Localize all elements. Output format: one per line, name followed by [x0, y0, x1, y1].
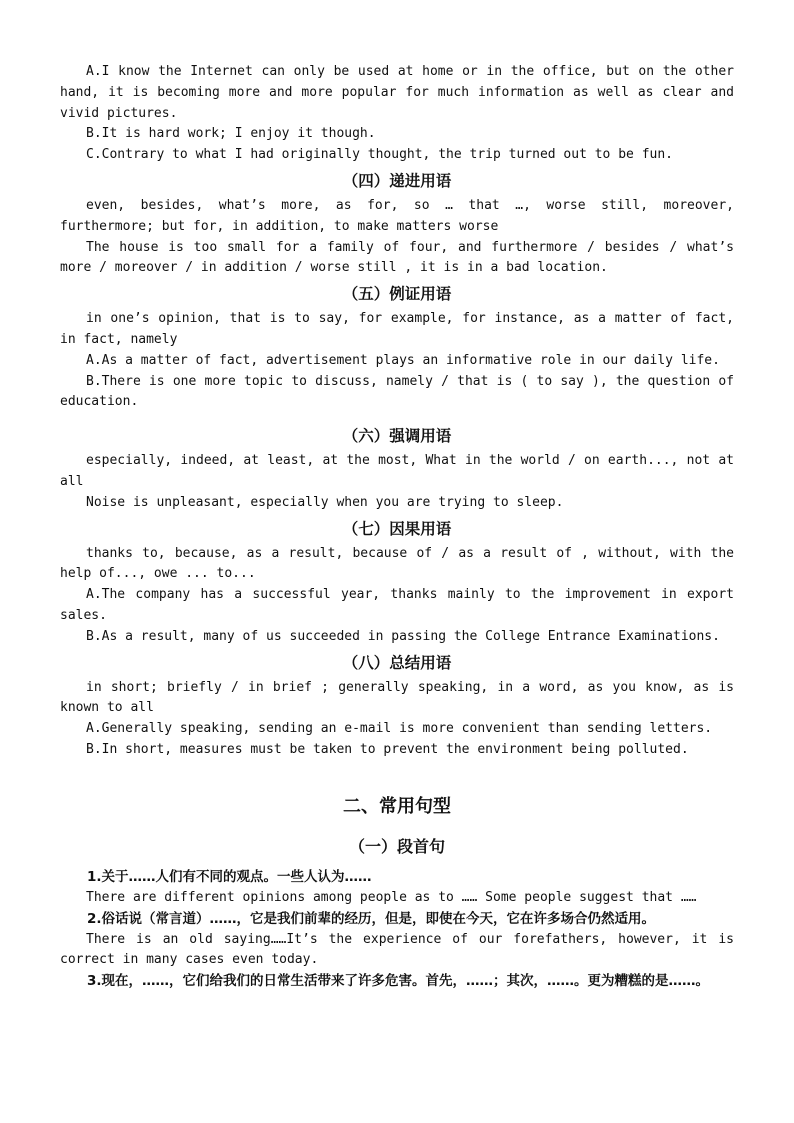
paragraph: in short; briefly / in brief ; generally speaking, in a word, as you know, as is known to all: [60, 679, 734, 716]
sentence-pattern-heading: 3.现在，……，它们给我们的日常生活带来了许多危害。首先，……；其次，……。更为糟糕的是……。: [87, 973, 710, 990]
paragraph: in one’s opinion, that is to say, for example, for instance, as a matter of fact, in fact, namely: [60, 311, 734, 347]
sentence-pattern-heading: 2.俗话说（常言道）……，它是我们前辈的经历，但是，即使在今天，它在许多场合仍然适用。: [87, 910, 656, 927]
subsection-heading: （六）强调用语: [342, 427, 452, 446]
paragraph: C.Contrary to what I had originally thought, the trip turned out to be fun.: [86, 147, 673, 163]
section-title: 二、常用句型: [343, 795, 451, 817]
paragraph: The house is too small for a family of four, and furthermore / besides / what’s more / moreover / in addition / worse still , it is in a bad location.: [60, 239, 734, 276]
paragraph: B.It is hard work; I enjoy it though.: [86, 126, 376, 142]
subsection-heading: （五）例证用语: [342, 285, 452, 304]
sentence-pattern-heading: 1.关于……人们有不同的观点。一些人认为……: [87, 868, 372, 885]
paragraph: There are different opinions among people as to …… Some people suggest that ……: [86, 889, 697, 905]
spacer: [60, 413, 734, 421]
paragraph: thanks to, because, as a result, because of / as a result of , without, with the help of..., owe ... to...: [60, 545, 734, 582]
paragraph: B.In short, measures must be taken to prevent the environment being polluted.: [86, 741, 689, 757]
subsection-heading: （八）总结用语: [342, 653, 452, 672]
paragraph: A.Generally speaking, sending an e-mail is more convenient than sending letters.: [86, 721, 713, 737]
document-page: [60, 62, 734, 992]
paragraph: A.As a matter of fact, advertisement plays an informative role in our daily life.: [86, 352, 720, 368]
paragraph: A.I know the Internet can only be used at home or in the office, but on the other hand, it is becoming more and more popular for much information as well as clear and vivid pictures.: [60, 64, 734, 121]
paragraph: Noise is unpleasant, especially when you are trying to sleep.: [86, 494, 564, 510]
paragraph: B.As a result, many of us succeeded in passing the College Entrance Examinations.: [86, 628, 720, 644]
paragraph: even, besides, what’s more, as for, so … that …, worse still, moreover, furthermore; but for, in addition, to make matters worse: [60, 197, 734, 234]
section-subtitle: （一）段首句: [348, 836, 445, 856]
paragraph: A.The company has a successful year, thanks mainly to the improvement in export sales.: [60, 587, 734, 623]
paragraph: B.There is one more topic to discuss, namely / that is ( to say ), the question of education.: [60, 373, 734, 410]
paragraph: There is an old saying……It’s the experience of our forefathers, however, it is correct in many cases even today.: [60, 931, 734, 968]
subsection-heading: （七）因果用语: [342, 519, 452, 538]
subsection-heading: （四）递进用语: [342, 171, 452, 190]
paragraph: especially, indeed, at least, at the most, What in the world / on earth..., not at all: [60, 453, 734, 489]
